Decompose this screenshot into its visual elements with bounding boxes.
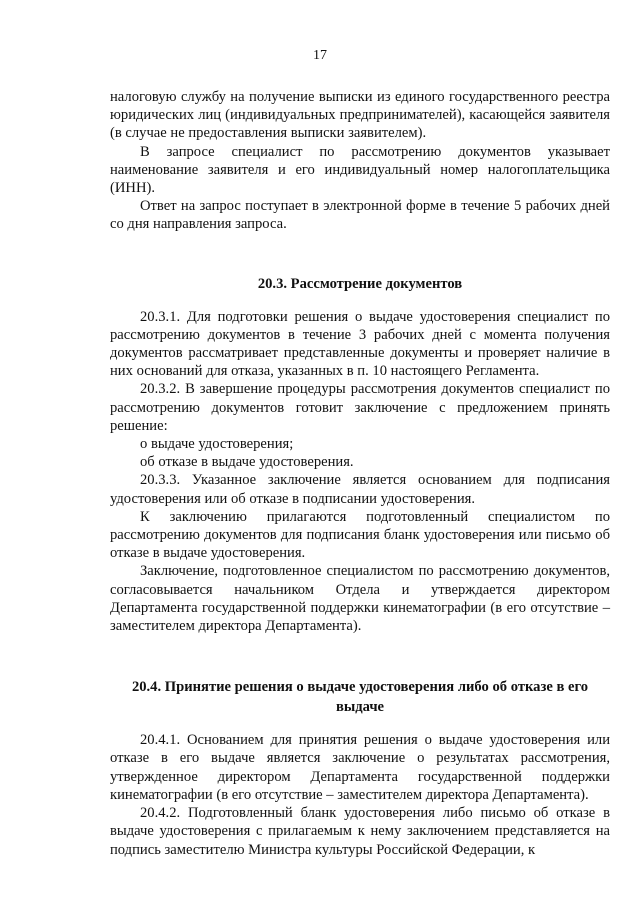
- paragraph-response: Ответ на запрос поступает в электронной форме в течение 5 рабочих дней со дня направления запроса.: [110, 198, 610, 233]
- paragraph-20-4-1: 20.4.1. Основанием для принятия решения о выдаче удостоверения или отказе в его выдаче является заключение о результатах рассмотрения, утвержденное директором Департамента государственной поддержки кинематографии (в его отсутствие – заместителем директора Департамента).: [110, 732, 610, 803]
- paragraph-approval: Заключение, подготовленное специалистом по рассмотрению документов, согласовывается начальником Отдела и утверждается директором Департамента государственной поддержки кинематографии (в его отсутствие – заместителем директора Департамента).: [110, 563, 610, 635]
- section-heading-20-3: 20.3. Рассмотрение документов: [257, 275, 463, 292]
- paragraph-attachment: К заключению прилагаются подготовленный специалистом по рассмотрению документов для подписания бланк удостоверения или письмо об отказе в выдаче удостоверения.: [110, 508, 610, 562]
- paragraph-request: В запросе специалист по рассмотрению документов указывает наименование заявителя и его индивидуальный номер налогоплательщика (ИНН).: [110, 143, 610, 197]
- paragraph-20-4-2: 20.4.2. Подготовленный бланк удостоверения либо письмо об отказе в выдаче удостоверения с прилагаемым к нему заключением представляется на подпись заместителю Министра культуры Российской Федерации, к: [110, 805, 610, 858]
- paragraph-20-3-2: 20.3.2. В завершение процедуры рассмотрения документов специалист по рассмотрению документов готовит заключение с предложением принять решение:: [110, 381, 610, 434]
- paragraph-continuation: налоговую службу на получение выписки из единого государственного реестра юридических лиц (индивидуальных предпринимателей), касающейся заявителя (в случае не предоставления выписки заявителем).: [110, 89, 610, 142]
- paragraph-20-3-3: 20.3.3. Указанное заключение является основанием для подписания удостоверения или об отказе в подписании удостоверения.: [110, 472, 610, 507]
- document-body: [110, 88, 610, 859]
- paragraph-20-3-1: 20.3.1. Для подготовки решения о выдаче удостоверения специалист по рассмотрению документов в течение 3 рабочих дней с момента получения документов рассматривает представленные документы и проверяет наличие в них оснований для отказа, указанных в п. 10 настоящего Регламента.: [110, 308, 610, 380]
- list-item: о выдаче удостоверения;: [140, 436, 294, 453]
- section-heading-20-4: 20.4. Принятие решения о выдаче удостоверения либо об отказе в его выдаче: [131, 679, 589, 716]
- list-item: об отказе в выдаче удостоверения.: [140, 454, 354, 471]
- page-number: 17: [313, 48, 327, 63]
